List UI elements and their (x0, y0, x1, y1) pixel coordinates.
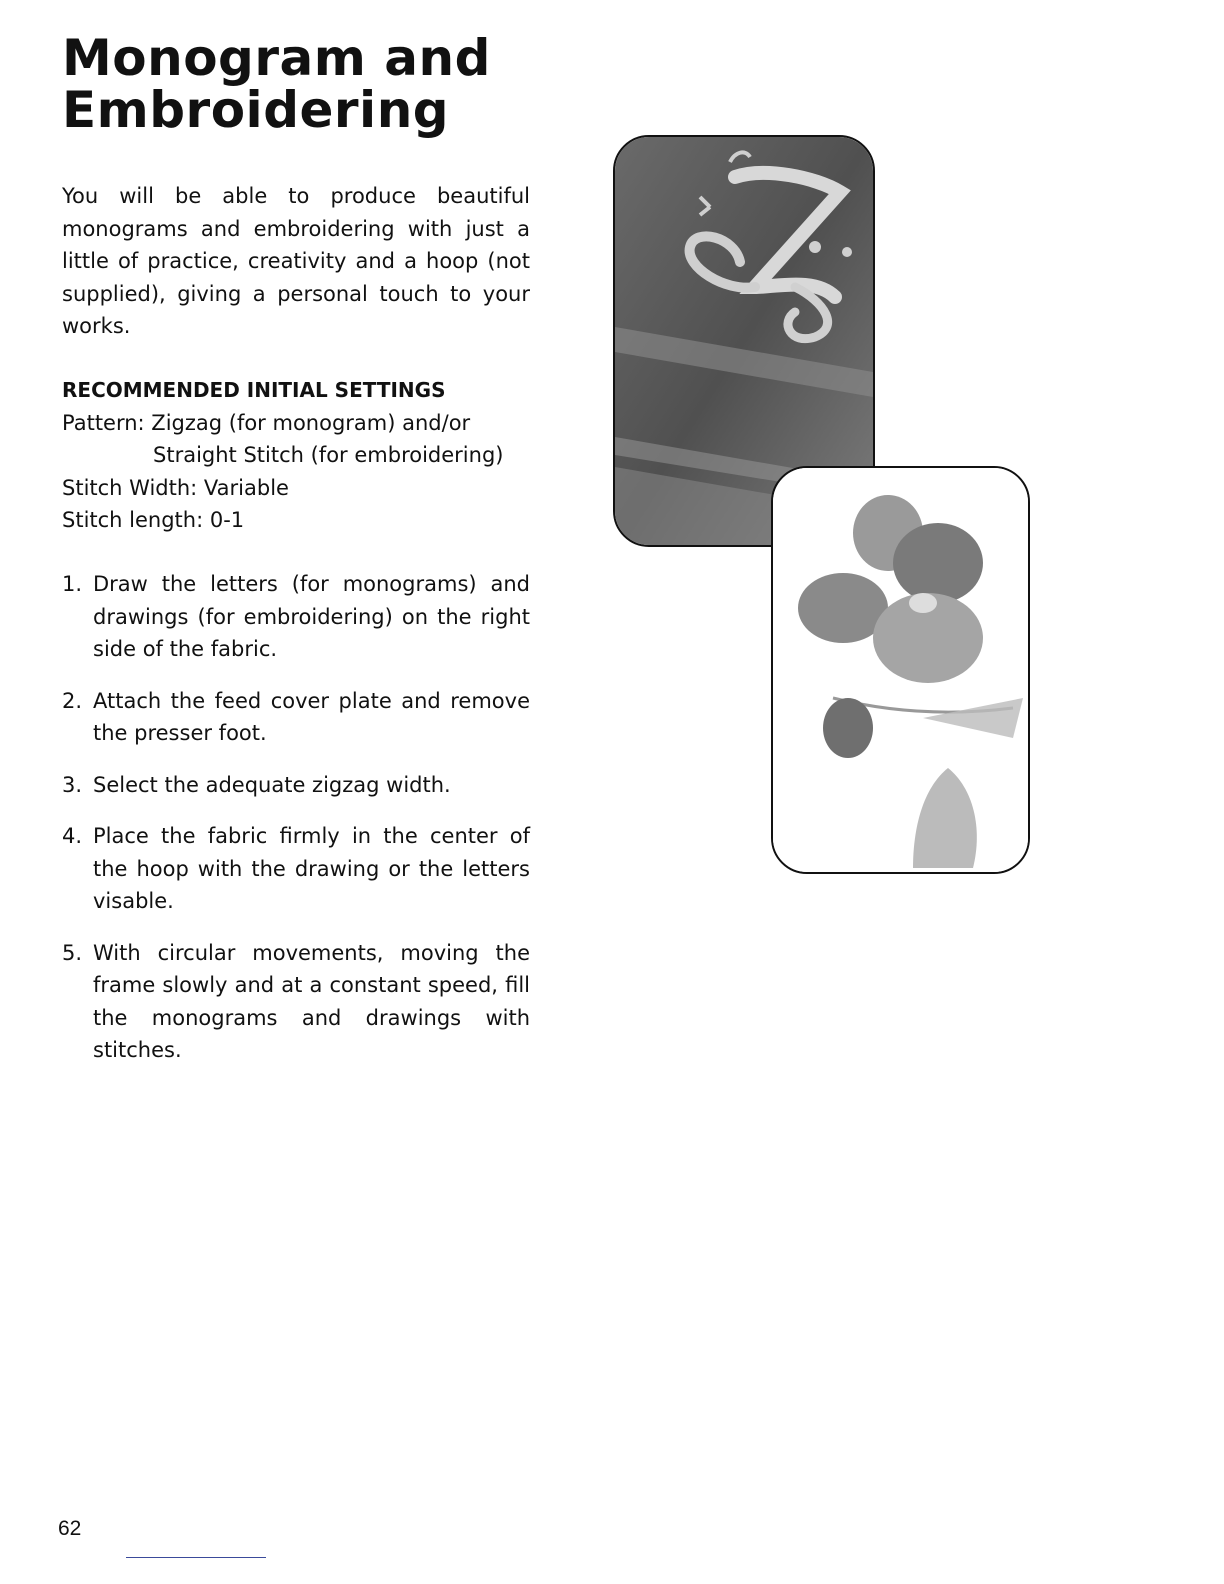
footer-divider (126, 1557, 266, 1558)
step-item (62, 568, 530, 666)
step-text: With circular movements, moving the frame slowly and at a constant speed, fill the monograms and drawings with stitches. (93, 940, 530, 1062)
title-line-2: Embroidering (62, 81, 450, 139)
settings-pattern: Pattern: Zigzag (for monogram) and/or (62, 410, 471, 435)
step-text: Place the fabric firmly in the center of the hoop with the drawing or the letters visable. (93, 824, 530, 913)
intro-paragraph: You will be able to produce beautiful monograms and embroidering with just a little of practice, creativity and a hoop (not supplied), giving a personal touch to your works. (62, 184, 530, 338)
page-number: 62 (58, 1517, 82, 1540)
settings-heading: RECOMMENDED INITIAL SETTINGS (62, 378, 446, 402)
step-item (62, 769, 530, 802)
step-text: Attach the feed cover plate and remove the presser foot. (93, 688, 530, 745)
step-item (62, 820, 530, 918)
step-number: 3. (62, 772, 83, 797)
step-text: Select the adequate zigzag width. (93, 772, 451, 797)
step-text: Draw the letters (for monograms) and drawings (for embroidering) on the right side of the fabric. (93, 572, 530, 661)
flower-illustration (773, 468, 1028, 872)
step-number: 4. (62, 824, 83, 848)
settings-stitch-length: Stitch length: 0-1 (62, 508, 245, 532)
settings-stitch-width: Stitch Width: Variable (62, 475, 289, 500)
settings-pattern-cont: Straight Stitch (for embroidering) (153, 443, 504, 467)
step-number: 2. (62, 688, 83, 713)
title-line-1: Monogram and (62, 29, 491, 87)
step-number: 1. (62, 572, 83, 596)
flower-photo (771, 466, 1030, 874)
steps-list (62, 568, 530, 1086)
page-title (62, 29, 491, 139)
step-item (62, 685, 530, 750)
recommended-settings (62, 374, 530, 537)
step-number: 5. (62, 940, 83, 965)
step-item (62, 937, 530, 1067)
